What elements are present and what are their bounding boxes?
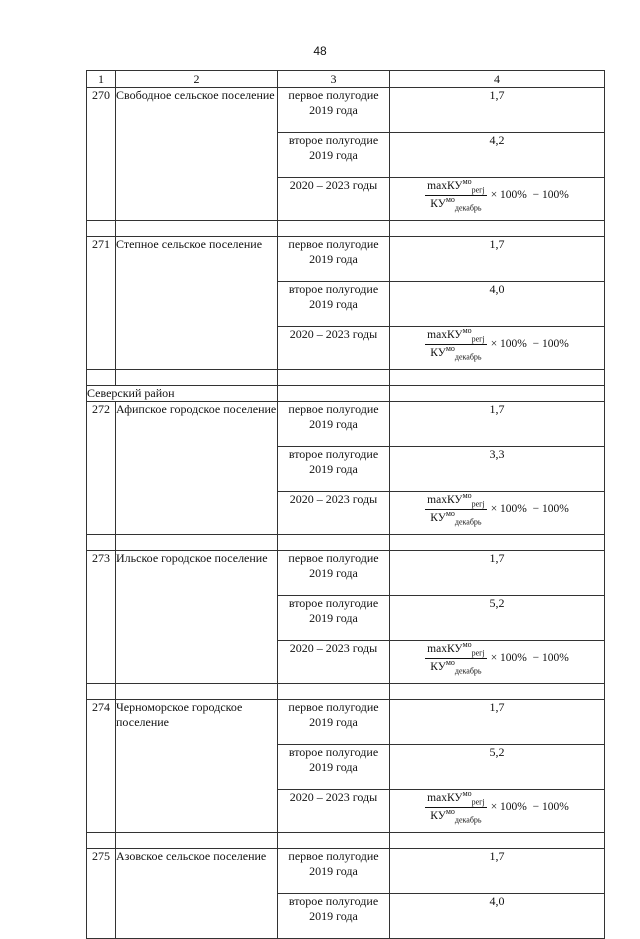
formula-den-sup: мо xyxy=(445,807,455,817)
formula-den-main: КУ xyxy=(430,198,446,210)
empty-cell xyxy=(278,386,390,402)
empty-cell xyxy=(390,370,605,386)
formula-num-sub: pегj xyxy=(471,797,485,807)
rate-value: 4,0 xyxy=(390,894,605,939)
formula-fraction xyxy=(425,791,487,824)
period-label: второе полугодие 2019 года xyxy=(278,745,390,790)
settlement-name: Азовское сельское поселение xyxy=(116,849,278,939)
period-label: 2020 – 2023 годы xyxy=(278,178,390,221)
empty-cell xyxy=(390,386,605,402)
formula-num-sup: мо xyxy=(462,491,472,501)
header-row xyxy=(87,71,605,88)
rate-value: 3,3 xyxy=(390,447,605,492)
formula-denominator xyxy=(428,510,483,526)
empty-cell xyxy=(87,221,116,237)
column-header: 2 xyxy=(116,71,278,88)
growth-formula xyxy=(425,642,569,675)
district-row xyxy=(87,386,605,402)
period-label: первое полугодие 2019 года xyxy=(278,700,390,745)
column-header: 3 xyxy=(278,71,390,88)
formula-numerator xyxy=(425,328,487,345)
empty-cell xyxy=(87,833,116,849)
period-label: первое полугодие 2019 года xyxy=(278,849,390,894)
formula-num-sub: pегj xyxy=(471,499,485,509)
rate-value: 1,7 xyxy=(390,700,605,745)
row-number: 271 xyxy=(87,237,116,370)
rate-value xyxy=(390,790,605,833)
empty-cell xyxy=(116,370,278,386)
formula-den-main: КУ xyxy=(430,512,446,524)
formula-num-sup: мо xyxy=(462,789,472,799)
growth-formula xyxy=(425,493,569,526)
empty-cell xyxy=(278,684,390,700)
period-label: второе полугодие 2019 года xyxy=(278,133,390,178)
page-number: 48 xyxy=(313,44,327,58)
table-row xyxy=(87,849,605,894)
period-label: первое полугодие 2019 года xyxy=(278,88,390,133)
settlement-name: Степное сельское поселение xyxy=(116,237,278,370)
settlement-name: Свободное сельское поселение xyxy=(116,88,278,221)
formula-num-sup: мо xyxy=(462,326,472,336)
formula-numerator xyxy=(425,642,487,659)
empty-cell xyxy=(116,833,278,849)
formula-num-main: maxКУ xyxy=(427,792,463,804)
formula-denominator xyxy=(428,345,483,361)
formula-den-main: КУ xyxy=(430,810,446,822)
period-label: второе полугодие 2019 года xyxy=(278,894,390,939)
column-header: 1 xyxy=(87,71,116,88)
tariff-table xyxy=(86,70,605,939)
period-label: первое полугодие 2019 года xyxy=(278,551,390,596)
spacer-row xyxy=(87,833,605,849)
formula-den-sub: декабрь xyxy=(454,203,482,213)
empty-cell xyxy=(116,221,278,237)
empty-cell xyxy=(278,535,390,551)
formula-multiplier: × 100% − 100% xyxy=(490,338,569,350)
formula-num-main: maxКУ xyxy=(427,643,463,655)
row-number: 273 xyxy=(87,551,116,684)
formula-num-main: maxКУ xyxy=(427,180,463,192)
table-row xyxy=(87,402,605,447)
formula-num-sup: мо xyxy=(462,177,472,187)
table-row xyxy=(87,237,605,282)
row-number: 272 xyxy=(87,402,116,535)
row-number: 270 xyxy=(87,88,116,221)
settlement-name: Черноморское городское поселение xyxy=(116,700,278,833)
empty-cell xyxy=(87,370,116,386)
formula-den-sub: декабрь xyxy=(454,517,482,527)
formula-den-main: КУ xyxy=(430,347,446,359)
table-row xyxy=(87,551,605,596)
formula-multiplier: × 100% − 100% xyxy=(490,801,569,813)
empty-cell xyxy=(390,535,605,551)
period-label: 2020 – 2023 годы xyxy=(278,790,390,833)
period-label: 2020 – 2023 годы xyxy=(278,492,390,535)
formula-num-main: maxКУ xyxy=(427,329,463,341)
rate-value: 1,7 xyxy=(390,237,605,282)
period-label: второе полугодие 2019 года xyxy=(278,596,390,641)
rate-value: 4,2 xyxy=(390,133,605,178)
formula-multiplier: × 100% − 100% xyxy=(490,503,569,515)
formula-fraction xyxy=(425,642,487,675)
formula-den-sub: декабрь xyxy=(454,815,482,825)
table-row xyxy=(87,88,605,133)
settlement-name: Ильское городское поселение xyxy=(116,551,278,684)
empty-cell xyxy=(116,684,278,700)
rate-value xyxy=(390,178,605,221)
formula-fraction xyxy=(425,328,487,361)
rate-value: 4,0 xyxy=(390,282,605,327)
period-label: второе полугодие 2019 года xyxy=(278,447,390,492)
rate-value: 5,2 xyxy=(390,745,605,790)
formula-num-sub: pегj xyxy=(471,185,485,195)
formula-numerator xyxy=(425,791,487,808)
district-name: Северский район xyxy=(87,386,278,402)
rate-value xyxy=(390,327,605,370)
table-row xyxy=(87,700,605,745)
formula-den-sub: декабрь xyxy=(454,666,482,676)
formula-multiplier: × 100% − 100% xyxy=(490,652,569,664)
spacer-row xyxy=(87,684,605,700)
growth-formula xyxy=(425,328,569,361)
period-label: первое полугодие 2019 года xyxy=(278,237,390,282)
spacer-row xyxy=(87,221,605,237)
growth-formula xyxy=(425,791,569,824)
formula-den-sup: мо xyxy=(445,658,455,668)
formula-den-sup: мо xyxy=(445,195,455,205)
rate-value xyxy=(390,641,605,684)
rate-value: 5,2 xyxy=(390,596,605,641)
period-label: первое полугодие 2019 года xyxy=(278,402,390,447)
formula-num-sub: pегj xyxy=(471,334,485,344)
formula-den-main: КУ xyxy=(430,661,446,673)
rate-value: 1,7 xyxy=(390,402,605,447)
empty-cell xyxy=(390,684,605,700)
spacer-row xyxy=(87,370,605,386)
formula-num-sup: мо xyxy=(462,640,472,650)
empty-cell xyxy=(390,833,605,849)
empty-cell xyxy=(278,370,390,386)
formula-numerator xyxy=(425,179,487,196)
formula-den-sub: декабрь xyxy=(454,352,482,362)
empty-cell xyxy=(116,535,278,551)
empty-cell xyxy=(278,221,390,237)
column-header: 4 xyxy=(390,71,605,88)
formula-denominator xyxy=(428,196,483,212)
rate-value: 1,7 xyxy=(390,88,605,133)
formula-fraction xyxy=(425,179,487,212)
formula-fraction xyxy=(425,493,487,526)
period-label: второе полугодие 2019 года xyxy=(278,282,390,327)
formula-multiplier: × 100% − 100% xyxy=(490,189,569,201)
formula-den-sup: мо xyxy=(445,344,455,354)
settlement-name: Афипское городское поселение xyxy=(116,402,278,535)
row-number: 274 xyxy=(87,700,116,833)
formula-denominator xyxy=(428,808,483,824)
row-number: 275 xyxy=(87,849,116,939)
empty-cell xyxy=(390,221,605,237)
formula-denominator xyxy=(428,659,483,675)
empty-cell xyxy=(278,833,390,849)
formula-num-main: maxКУ xyxy=(427,494,463,506)
growth-formula xyxy=(425,179,569,212)
period-label: 2020 – 2023 годы xyxy=(278,641,390,684)
period-label: 2020 – 2023 годы xyxy=(278,327,390,370)
formula-den-sup: мо xyxy=(445,509,455,519)
rate-value: 1,7 xyxy=(390,551,605,596)
rate-value: 1,7 xyxy=(390,849,605,894)
spacer-row xyxy=(87,535,605,551)
formula-num-sub: pегj xyxy=(471,648,485,658)
empty-cell xyxy=(87,535,116,551)
rate-value xyxy=(390,492,605,535)
formula-numerator xyxy=(425,493,487,510)
empty-cell xyxy=(87,684,116,700)
